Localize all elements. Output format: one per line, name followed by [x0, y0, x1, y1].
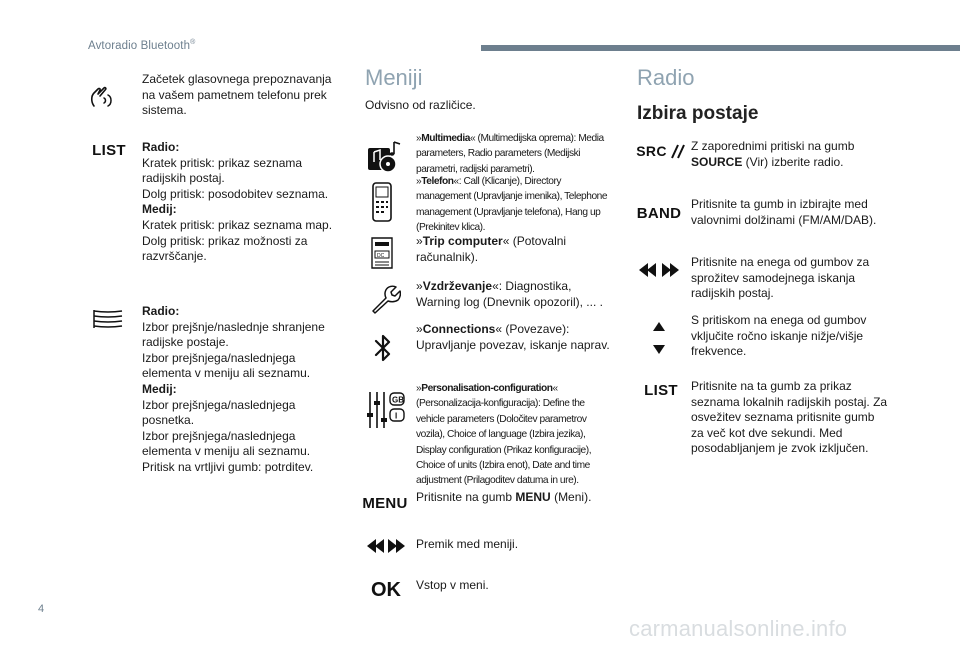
telephone-icon	[371, 182, 393, 222]
list-icon: LIST	[92, 141, 126, 159]
menu-text-post: (Meni).	[550, 490, 592, 504]
list-station-description: Pritisnite na ta gumb za prikaz seznama lokalnih radijskih postaj. Za osvežitev seznama pritisnite gumb za več kot dve sekundi. Med posodabljanjem je zvok izključen.	[691, 379, 888, 456]
menu-icon: MENU	[362, 494, 408, 512]
connections-description	[416, 322, 616, 353]
src-text-pre: Z zaporednimi pritiski na gumb	[691, 139, 855, 153]
trip-computer-text: « (Potovalni računalnik).	[416, 234, 567, 264]
menus-section-title: Meniji	[365, 65, 423, 90]
wheel-description	[142, 304, 342, 476]
wheel-media-title: Medij:	[142, 381, 177, 396]
menu-description	[416, 490, 616, 506]
menus-intro: Odvisno od različice.	[365, 98, 476, 112]
ok-icon: OK	[371, 578, 401, 601]
seek-arrows-icon	[638, 262, 680, 278]
quote-mark: »	[416, 133, 422, 144]
list-media-title: Medij:	[142, 202, 177, 217]
voice-description: Začetek glasovnega prepoznavanja na vašem pametnem telefonu prek sistema.	[142, 72, 332, 118]
telephone-text: «: Call (Klicanje), Directory management (Upravljanje imenika), Telephone management (Upravljanje telefona), Hang up (Prekinitev klica).	[416, 176, 608, 234]
radio-section-title: Radio	[637, 65, 695, 90]
seek-arrows-icon	[366, 538, 406, 554]
band-icon: BAND	[636, 204, 682, 222]
wheel-radio-title: Radio:	[142, 304, 180, 318]
multimedia-label: Multimedia	[421, 133, 470, 144]
list-radio-text: Kratek pritisk: prikaz seznama radijskih postaj. Dolg pritisk: posodobitev seznama.	[142, 155, 329, 201]
telephone-description	[416, 174, 612, 236]
up-down-arrows-icon	[651, 321, 667, 355]
quote-mark: »	[416, 383, 422, 394]
multimedia-description	[416, 131, 612, 177]
ok-description: Vstop v meni.	[416, 578, 489, 592]
watermark: carmanualsonline.info	[629, 616, 848, 641]
list-media-text: Kratek pritisk: prikaz seznama map. Dolg pritisk: prikaz možnosti za razvrščanje.	[142, 217, 333, 264]
wheel-radio-text: Izbor prejšnje/naslednje shranjene radijske postaje. Izbor prejšnjega/naslednjega elementa v meniju ali seznamu.	[142, 319, 325, 381]
list-icon: LIST	[644, 381, 678, 399]
quote-mark: »	[416, 234, 423, 248]
header-registered-mark: ®	[190, 39, 196, 46]
quote-mark: »	[416, 279, 423, 293]
menu-text-bold: MENU	[515, 490, 551, 504]
src-description	[691, 139, 891, 170]
src-text-post: (Vir) izberite radio.	[742, 154, 844, 169]
menu-text-pre: Pritisnite na gumb	[416, 490, 516, 504]
quote-mark: »	[416, 322, 423, 336]
src-text-bold: SOURCE	[691, 154, 743, 169]
svg-text:I: I	[395, 411, 398, 421]
maintenance-text: «: Diagnostika, Warning log (Dnevnik opozoril), ... .	[416, 279, 603, 309]
list-radio-title: Radio:	[142, 140, 180, 154]
multimedia-icon	[366, 138, 404, 174]
personalisation-description	[416, 381, 612, 489]
band-description: Pritisnite ta gumb in izbirajte med valovnimi dolžinami (FM/AM/DAB).	[691, 197, 877, 227]
station-selection-title: Izbira postaje	[637, 103, 759, 124]
wheel-icon	[91, 309, 125, 331]
running-header	[88, 39, 195, 52]
src-label: SRC	[636, 143, 667, 159]
connections-text: « (Povezave): Upravljanje povezav, iskanje naprav.	[416, 322, 610, 352]
list-description	[142, 140, 342, 265]
svg-text:DC: DC	[377, 253, 385, 259]
maintenance-label: Vzdrževanje	[422, 279, 493, 293]
trip-computer-description	[416, 234, 606, 265]
connections-label: Connections	[422, 322, 496, 336]
seek-description: Pritisnite na enega od gumbov za sprožitev samodejnega iskanja radijskih postaj.	[691, 255, 870, 301]
personalisation-label: Personalisation-configuration	[421, 383, 553, 394]
maintenance-description	[416, 279, 616, 310]
trip-computer-label: Trip computer	[422, 234, 503, 248]
voice-icon	[88, 80, 122, 110]
multimedia-text: « (Multimedijska oprema): Media parameters, Radio parameters (Medijski parametri, radijski parametri).	[416, 133, 604, 175]
arrows-description: Premik med meniji.	[416, 537, 519, 551]
wrench-icon	[369, 283, 401, 315]
header-title: Avtoradio Bluetooth	[88, 39, 191, 52]
trip-computer-icon	[369, 236, 395, 270]
telephone-label: Telefon	[421, 176, 454, 187]
header-bar	[481, 45, 960, 51]
updown-description: S pritiskom na enega od gumbov vključite ročno iskanje nižje/višje frekvence.	[691, 313, 867, 359]
src-icon	[636, 142, 686, 160]
wheel-media-text: Izbor prejšnjega/naslednjega posnetka. Izbor prejšnjega/naslednjega elementa v meniju ali seznamu. Pritisk na vrtljivi gumb: potrditev.	[142, 397, 314, 474]
personalisation-icon	[364, 389, 406, 431]
svg-text:GB: GB	[392, 395, 404, 405]
quote-mark: »	[416, 176, 422, 187]
bluetooth-icon	[374, 332, 392, 364]
page-number: 4	[38, 603, 45, 615]
personalisation-text: « (Personalizacija-konfiguracija): Define the vehicle parameters (Določitev parametrov vozila), Choice of language (Izbira jezika), Display configuration (Prikaz konfiguracije), Choice of units (Izbira enot), Date and time adjustment (Prilagoditev datuma in ure).	[416, 383, 592, 487]
